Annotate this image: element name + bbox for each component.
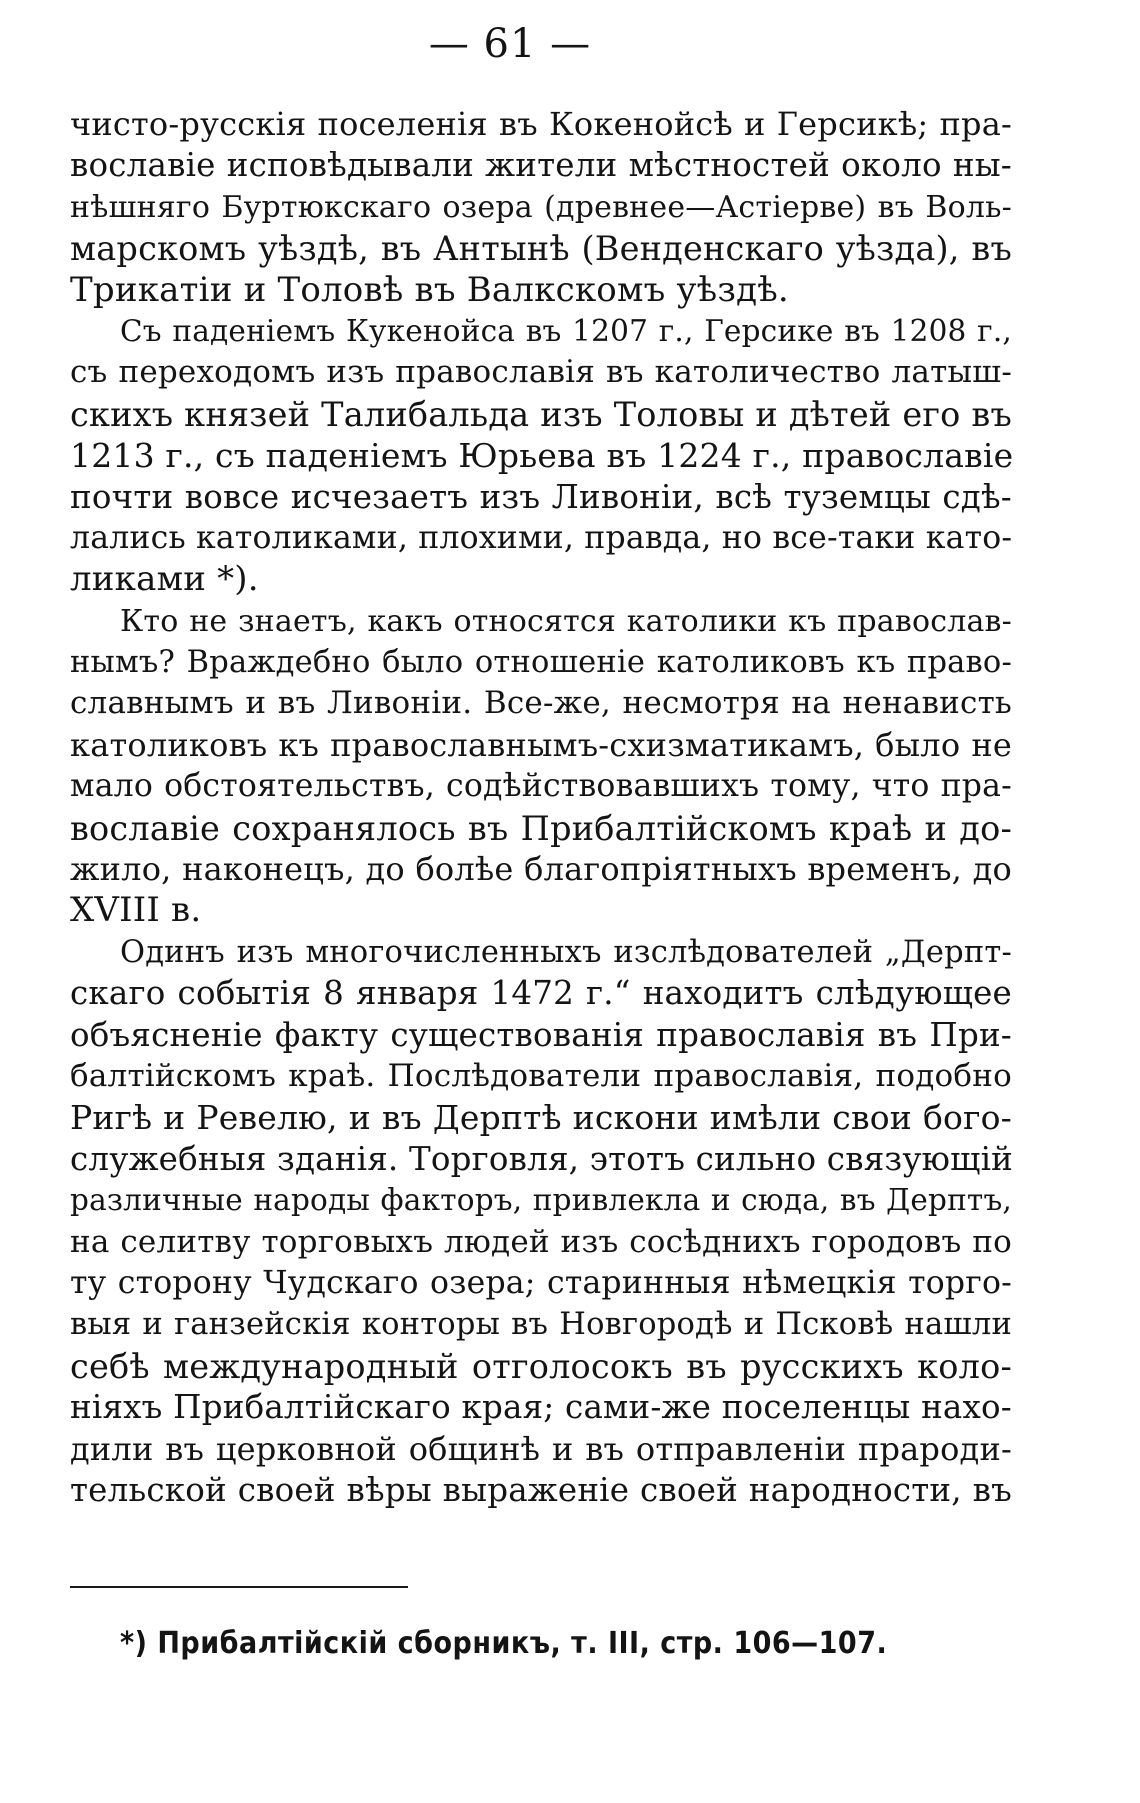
text-line: Одинъ изъ многочисленныхъ изслѣдователей „Дерпт- [120,934,1012,970]
text-line: скаго событія 8 января 1472 г.“ находитъ слѣдующее [70,974,1012,1013]
text-line: XVIII в. [70,890,202,931]
text-line: вославіе сохранялось въ Прибалтійскомъ краѣ и до- [70,808,1012,848]
text-line: ніяхъ Прибалтійскаго края; сами-же поселенцы нахо- [70,1388,1012,1427]
text-line: различные народы факторъ, привлекла и сюда, въ Дерптъ, [70,1183,1012,1218]
text-line: тельской своей вѣры выраженіе своей народности, въ [70,1470,1012,1509]
text-line: на селитву торговыхъ людей изъ сосѣднихъ городовъ по [70,1223,1012,1260]
text-line: почти вовсе исчезаетъ изъ Ливоніи, всѣ туземцы сдѣ- [70,477,1012,516]
text-line: жило, наконецъ, до болѣе благопріятныхъ временъ, до [70,850,1012,889]
text-line: католиковъ къ православнымъ-схизматикамъ, было не [70,725,1012,764]
text-line: служебныя зданія. Торговля, этотъ сильно связующій [70,1139,1014,1178]
text-line: марскомъ уѣздѣ, въ Антынѣ (Венденскаго уѣзда), въ [70,229,1012,269]
footnote: *) Прибалтійскій сборникъ, т. III, стр. 106—107. [120,1626,888,1661]
text-line: скихъ князей Талибальда изъ Толовы и дѣтей его въ [70,394,1012,434]
text-line: Съ паденіемъ Кукенойса въ 1207 г., Герсике въ 1208 г., [120,313,1012,348]
text-line: выя и ганзейскія конторы въ Новгородѣ и Псковѣ нашли [70,1307,1012,1343]
text-line: Трикатіи и Толовѣ въ Валкскомъ уѣздѣ. [70,269,789,310]
text-line: нымъ? Враждебно было отношеніе католиковъ къ право- [70,645,1012,681]
text-line: Ригѣ и Ревелю, и въ Дерптѣ искони имѣли свои бого- [70,1098,1012,1138]
text-line: ликами *). [70,559,259,600]
text-line: ту сторону Чудскаго озера; старинныя нѣмецкія торго- [70,1264,1012,1301]
text-line: чисто-русскія поселенія въ Кокенойсѣ и Герсикѣ; пра- [70,105,1012,143]
text-line: балтійскомъ краѣ. Послѣдователи православія, подобно [70,1057,1012,1094]
text-line: Кто не знаетъ, какъ относятся католики къ православ- [120,603,1012,639]
text-line: себѣ международный отголосокъ въ русскихъ коло- [70,1346,1012,1386]
text-line: мало обстоятельствъ, содѣйствовавшихъ тому, что пра- [70,768,1012,805]
text-line: славнымъ и въ Ливоніи. Все-же, несмотря на ненависть [70,685,1012,722]
text-line: вославіе исповѣдывали жители мѣстностей около ны- [70,146,1012,185]
page-number: — 61 — [428,21,592,67]
text-line: объясненіе факту существованія православія въ При- [70,1015,1012,1054]
text-line: лались католиками, плохими, правда, но все-таки като- [70,519,1013,556]
text-line: 1213 г., съ паденіемъ Юрьева въ 1224 г., православіе [70,436,1014,476]
body-text [70,104,1012,1511]
text-line: дили въ церковной общинѣ и въ отправленіи прароди- [70,1429,1012,1468]
text-line: съ переходомъ изъ православія въ католичество латыш- [70,354,1012,391]
text-line: нѣшняго Буртюкскаго озера (древнее—Астіерве) въ Воль- [70,189,1012,225]
footnote-divider [70,1586,408,1588]
